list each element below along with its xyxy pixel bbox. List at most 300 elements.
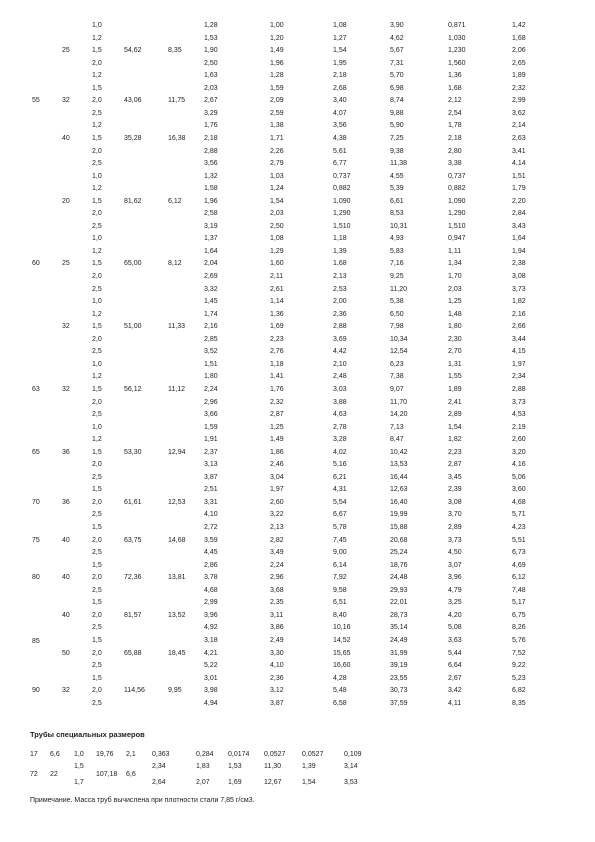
cell-wall-thickness: 1,0	[92, 298, 102, 306]
cell-wall-thickness: 1,5	[92, 197, 102, 205]
cell-value: 1,45	[204, 298, 218, 306]
cell-value: 5,51	[512, 536, 526, 544]
cell-value: 2,99	[204, 599, 218, 607]
cell-value: 2,10	[333, 360, 347, 368]
cell-value: 5,71	[512, 511, 526, 519]
cell-value: 3,43	[512, 222, 526, 230]
cell-wall-thickness: 1,2	[92, 247, 102, 255]
cell-value: 4,15	[512, 348, 526, 356]
cell-wall-thickness: 2,5	[92, 285, 102, 293]
cell-wall-thickness: 2,0	[92, 461, 102, 469]
cell-value: 8,53	[390, 210, 404, 218]
cell-value: 19,99	[390, 511, 408, 519]
cell-value: 4,92	[204, 624, 218, 632]
cell-value: 3,78	[204, 574, 218, 582]
cell-value: 4,10	[270, 662, 284, 670]
cell-value: 1,24	[270, 185, 284, 193]
special-cell: 3,14	[344, 763, 358, 770]
cell-value: 2,30	[448, 335, 462, 343]
cell-wall-thickness: 2,0	[92, 498, 102, 506]
cell-value: 7,45	[333, 536, 347, 544]
cell-value: 12,54	[390, 348, 408, 356]
cell-value: 1,97	[270, 486, 284, 494]
cell-value: 4,02	[333, 448, 347, 456]
cell-value: 3,12	[270, 687, 284, 695]
cell-value: 1,54	[333, 47, 347, 55]
cell-wall-thickness: 1,5	[92, 486, 102, 494]
cell-outer-diameter: 60	[32, 260, 40, 268]
special-cell: 1,5	[74, 763, 84, 770]
cell-value: 2,16	[512, 310, 526, 318]
cell-value: 6,23	[390, 360, 404, 368]
cell-value: 1,00	[270, 22, 284, 29]
cell-value: 6,21	[333, 473, 347, 481]
cell-value: 2,50	[204, 59, 218, 67]
cell-value: 1,90	[204, 47, 218, 55]
cell-value: 1,510	[448, 222, 466, 230]
cell-value: 2,03	[204, 84, 218, 92]
cell-value: 1,60	[270, 260, 284, 268]
special-cell: 2,34	[152, 763, 166, 770]
cell-value: 2,85	[204, 335, 218, 343]
cell-value: 24,49	[390, 636, 408, 644]
cell-wall-thickness: 1,2	[92, 310, 102, 318]
cell-value: 2,80	[448, 147, 462, 155]
cell-wall-thickness: 1,0	[92, 423, 102, 431]
cell-value: 2,66	[512, 323, 526, 331]
cell-value: 1,49	[270, 47, 284, 55]
cell-value: 11,38	[390, 160, 407, 168]
cell-value: 3,63	[448, 636, 462, 644]
cell-value: 1,08	[333, 22, 347, 29]
cell-wall-thickness: 1,5	[92, 84, 102, 92]
cell-value: 2,39	[448, 486, 462, 494]
cell-value: 1,68	[448, 84, 462, 92]
cell-value: 3,96	[448, 574, 462, 582]
cell-value: 2,24	[204, 385, 218, 393]
cell-value: 7,31	[390, 59, 404, 67]
cell-value: 3,07	[448, 561, 462, 569]
cell-value: 8,74	[390, 97, 404, 105]
cell-value: 3,18	[204, 636, 218, 644]
cell-value: 11,70	[390, 398, 407, 406]
cell-param: 13,81	[168, 574, 186, 582]
cell-value: 2,03	[270, 210, 284, 218]
cell-value: 5,90	[390, 122, 404, 130]
cell-value: 2,70	[448, 348, 462, 356]
cell-value: 5,83	[390, 247, 404, 255]
cell-wall-thickness: 2,0	[92, 536, 102, 544]
cell-value: 1,37	[204, 235, 218, 243]
special-cell: 17	[30, 751, 38, 758]
cell-value: 1,71	[270, 134, 284, 142]
cell-wall-thickness: 1,0	[92, 22, 102, 29]
cell-value: 9,07	[390, 385, 404, 393]
cell-value: 3,19	[204, 222, 218, 230]
cell-value: 1,32	[204, 172, 218, 180]
cell-value: 7,98	[390, 323, 404, 331]
cell-value: 2,04	[204, 260, 218, 268]
cell-value: 16,60	[333, 662, 351, 670]
cell-value: 1,36	[448, 72, 462, 80]
cell-value: 3,56	[333, 122, 347, 130]
cell-wall-thickness: 2,5	[92, 549, 102, 557]
special-cell: 0,0527	[302, 751, 324, 758]
cell-value: 3,11	[270, 611, 284, 619]
cell-value: 4,45	[204, 549, 218, 557]
cell-value: 8,35	[512, 699, 526, 707]
cell-value: 1,31	[448, 360, 462, 368]
cell-value: 18,76	[390, 561, 408, 569]
cell-value: 6,58	[333, 699, 347, 707]
special-cell: 3,53	[344, 779, 358, 786]
cell-value: 25,24	[390, 549, 408, 557]
special-cell: 107,18	[96, 771, 118, 778]
cell-wall-thickness: 2,0	[92, 97, 102, 105]
cell-value: 5,08	[448, 624, 462, 632]
cell-value: 6,67	[333, 511, 347, 519]
table-note: Примечание. Масса труб вычислена при плотности стали 7,85 г/см3.	[30, 797, 255, 804]
cell-outer-diameter: 70	[32, 498, 40, 506]
cell-value: 1,39	[333, 247, 347, 255]
cell-value: 1,03	[270, 172, 284, 180]
cell-value: 3,56	[204, 160, 218, 168]
cell-value: 1,59	[270, 84, 284, 92]
cell-value: 1,64	[204, 247, 218, 255]
cell-value: 2,13	[333, 273, 347, 280]
cell-value: 2,50	[270, 222, 284, 230]
cell-value: 1,08	[270, 235, 284, 243]
cell-value: 4,11	[448, 699, 462, 707]
special-cell: 1,83	[196, 763, 210, 770]
cell-value: 3,73	[512, 398, 526, 406]
cell-value: 3,29	[204, 109, 218, 117]
cell-value: 1,96	[204, 197, 218, 205]
cell-value: 2,86	[204, 561, 218, 569]
cell-value: 2,03	[448, 285, 462, 293]
cell-value: 1,41	[270, 373, 284, 381]
cell-value: 9,00	[333, 549, 347, 557]
cell-param: 11,12	[168, 385, 185, 393]
cell-value: 2,58	[204, 210, 218, 218]
cell-value: 5,38	[390, 298, 404, 306]
cell-side: 25	[62, 260, 70, 268]
cell-value: 2,06	[512, 47, 526, 55]
cell-value: 4,94	[204, 699, 218, 707]
cell-value: 2,36	[333, 310, 347, 318]
cell-value: 1,14	[270, 298, 284, 306]
cell-value: 2,32	[512, 84, 526, 92]
cell-value: 31,99	[390, 649, 408, 657]
cell-wall-thickness: 2,5	[92, 109, 102, 117]
cell-wall-thickness: 1,0	[92, 360, 102, 368]
cell-value: 3,59	[204, 536, 218, 544]
cell-value: 3,01	[204, 674, 218, 682]
cell-value: 2,68	[333, 84, 347, 92]
cell-value: 1,97	[512, 360, 526, 368]
cell-value: 2,59	[270, 109, 284, 117]
cell-value: 2,88	[204, 147, 218, 155]
special-cell: 19,76	[96, 751, 114, 758]
cell-value: 6,77	[333, 160, 347, 168]
cell-value: 1,69	[270, 323, 284, 331]
cell-value: 5,16	[333, 461, 347, 469]
cell-value: 1,510	[333, 222, 351, 230]
cell-side: 32	[62, 385, 70, 393]
cell-value: 7,13	[390, 423, 404, 431]
cell-value: 2,18	[448, 134, 462, 142]
cell-value: 4,07	[333, 109, 347, 117]
cell-value: 4,42	[333, 348, 347, 356]
cell-value: 2,32	[270, 398, 284, 406]
cell-wall-thickness: 2,0	[92, 611, 102, 619]
cell-value: 5,44	[448, 649, 462, 657]
cell-ratio: 51,00	[124, 323, 142, 331]
cell-wall-thickness: 1,5	[92, 636, 102, 644]
cell-value: 1,58	[204, 185, 218, 193]
cell-value: 1,94	[512, 247, 526, 255]
cell-param: 12,53	[168, 498, 186, 506]
cell-side: 32	[62, 323, 70, 331]
cell-value: 1,91	[204, 436, 218, 444]
cell-wall-thickness: 2,0	[92, 147, 102, 155]
cell-wall-thickness: 1,2	[92, 34, 102, 42]
cell-value: 5,17	[512, 599, 526, 607]
cell-value: 1,82	[512, 298, 526, 306]
cell-value: 1,090	[448, 197, 466, 205]
cell-value: 29,93	[390, 586, 408, 594]
cell-value: 37,59	[390, 699, 408, 707]
cell-value: 3,45	[448, 473, 462, 481]
cell-wall-thickness: 1,5	[92, 599, 102, 607]
cell-value: 4,31	[333, 486, 347, 494]
cell-value: 1,230	[448, 47, 466, 55]
cell-wall-thickness: 1,5	[92, 134, 102, 142]
cell-side: 40	[62, 134, 70, 142]
cell-value: 1,86	[270, 448, 284, 456]
cell-value: 15,88	[390, 524, 408, 531]
cell-param: 8,12	[168, 260, 182, 268]
cell-value: 1,11	[448, 247, 462, 255]
cell-value: 4,28	[333, 674, 347, 682]
cell-value: 2,24	[270, 561, 284, 569]
cell-value: 5,06	[512, 473, 526, 481]
cell-value: 4,69	[512, 561, 526, 569]
cell-value: 3,87	[270, 699, 284, 707]
cell-value: 0,737	[448, 172, 466, 180]
cell-value: 2,23	[448, 448, 462, 456]
cell-value: 4,68	[204, 586, 218, 594]
cell-side: 50	[62, 649, 70, 657]
cell-param: 9,95	[168, 687, 182, 695]
cell-value: 2,16	[204, 323, 218, 331]
cell-wall-thickness: 1,2	[92, 436, 102, 444]
cell-value: 28,73	[390, 611, 408, 619]
cell-wall-thickness: 1,2	[92, 185, 102, 193]
cell-value: 1,70	[448, 273, 462, 280]
cell-param: 6,12	[168, 197, 182, 205]
cell-value: 3,42	[448, 687, 462, 695]
cell-value: 8,47	[390, 436, 404, 444]
cell-value: 4,14	[512, 160, 526, 168]
cell-side: 32	[62, 687, 70, 695]
cell-value: 3,28	[333, 436, 347, 444]
cell-wall-thickness: 2,0	[92, 210, 102, 218]
cell-value: 3,68	[270, 586, 284, 594]
cell-value: 1,20	[270, 34, 284, 42]
cell-value: 6,75	[512, 611, 526, 619]
cell-value: 3,88	[333, 398, 347, 406]
cell-value: 22,01	[390, 599, 408, 607]
cell-value: 2,72	[204, 524, 218, 531]
cell-wall-thickness: 2,5	[92, 411, 102, 419]
cell-value: 1,560	[448, 59, 466, 67]
cell-wall-thickness: 1,5	[92, 47, 102, 55]
cell-value: 10,42	[390, 448, 408, 456]
cell-outer-diameter: 63	[32, 385, 40, 393]
cell-value: 1,80	[204, 373, 218, 381]
special-cell: 0,284	[196, 751, 214, 758]
cell-value: 7,92	[333, 574, 347, 582]
cell-side: 40	[62, 536, 70, 544]
cell-wall-thickness: 1,0	[92, 172, 102, 180]
cell-ratio: 61,61	[124, 498, 142, 506]
special-cell: 22	[50, 771, 58, 778]
special-cell: 0,0174	[228, 751, 250, 758]
cell-value: 2,63	[512, 134, 526, 142]
cell-value: 1,18	[333, 235, 347, 243]
cell-ratio: 114,56	[124, 687, 145, 695]
cell-value: 3,03	[333, 385, 347, 393]
cell-value: 1,49	[270, 436, 284, 444]
cell-value: 9,22	[512, 662, 526, 670]
special-cell: 0,363	[152, 751, 170, 758]
cell-value: 2,60	[512, 436, 526, 444]
special-cell: 2,64	[152, 779, 166, 786]
cell-value: 1,95	[333, 59, 347, 67]
cell-wall-thickness: 1,0	[92, 235, 102, 243]
cell-wall-thickness: 2,5	[92, 699, 102, 707]
cell-value: 1,59	[204, 423, 218, 431]
cell-value: 8,40	[333, 611, 347, 619]
cell-value: 4,38	[333, 134, 347, 142]
special-cell: 1,54	[302, 779, 316, 786]
cell-side: 40	[62, 611, 70, 619]
cell-value: 1,48	[448, 310, 462, 318]
cell-value: 2,34	[512, 373, 526, 381]
cell-value: 4,23	[512, 524, 526, 531]
cell-value: 1,64	[512, 235, 526, 243]
cell-value: 2,79	[270, 160, 284, 168]
cell-wall-thickness: 2,0	[92, 574, 102, 582]
special-cell: 0,109	[344, 751, 362, 758]
cell-value: 2,41	[448, 398, 462, 406]
cell-value: 2,89	[448, 524, 462, 531]
cell-ratio: 54,62	[124, 47, 142, 55]
cell-value: 2,49	[270, 636, 284, 644]
cell-value: 2,26	[270, 147, 284, 155]
cell-value: 2,67	[204, 97, 218, 105]
cell-value: 2,12	[448, 97, 462, 105]
cell-param: 12,94	[168, 448, 186, 456]
cell-value: 3,41	[512, 147, 526, 155]
cell-value: 1,28	[204, 22, 218, 29]
cell-wall-thickness: 2,0	[92, 649, 102, 657]
special-cell: 6,6	[50, 751, 60, 758]
cell-value: 7,48	[512, 586, 526, 594]
cell-wall-thickness: 2,0	[92, 59, 102, 67]
cell-ratio: 53,30	[124, 448, 142, 456]
cell-outer-diameter: 80	[32, 574, 40, 582]
cell-value: 1,80	[448, 323, 462, 331]
cell-param: 13,52	[168, 611, 186, 619]
cell-value: 2,65	[512, 59, 526, 67]
cell-value: 1,290	[448, 210, 466, 218]
cell-value: 5,61	[333, 147, 347, 155]
cell-value: 4,21	[204, 649, 218, 657]
cell-value: 3,90	[390, 22, 404, 29]
cell-value: 3,32	[204, 285, 218, 293]
cell-wall-thickness: 2,5	[92, 160, 102, 168]
cell-wall-thickness: 2,5	[92, 348, 102, 356]
cell-value: 1,25	[448, 298, 462, 306]
cell-value: 8,26	[512, 624, 526, 632]
cell-value: 35,14	[390, 624, 408, 632]
cell-ratio: 43,06	[124, 97, 142, 105]
cell-ratio: 65,00	[124, 260, 142, 268]
cell-value: 1,28	[270, 72, 284, 80]
cell-ratio: 65,88	[124, 649, 142, 657]
cell-value: 3,73	[512, 285, 526, 293]
cell-wall-thickness: 2,0	[92, 335, 102, 343]
cell-value: 1,27	[333, 34, 347, 42]
cell-value: 7,25	[390, 134, 404, 142]
cell-value: 3,66	[204, 411, 218, 419]
cell-value: 2,96	[270, 574, 284, 582]
special-cell: 2,1	[126, 751, 136, 758]
special-cell: 1,0	[74, 751, 84, 758]
cell-value: 6,14	[333, 561, 347, 569]
cell-value: 2,89	[448, 411, 462, 419]
cell-value: 2,82	[270, 536, 284, 544]
cell-value: 3,40	[333, 97, 347, 105]
special-cell: 1,69	[228, 779, 242, 786]
cell-value: 5,48	[333, 687, 347, 695]
cell-value: 2,88	[512, 385, 526, 393]
cell-value: 3,60	[512, 486, 526, 494]
cell-value: 1,290	[333, 210, 351, 218]
cell-value: 2,38	[512, 260, 526, 268]
cell-outer-diameter: 55	[32, 97, 40, 105]
cell-value: 0,737	[333, 172, 351, 180]
cell-wall-thickness: 1,5	[92, 448, 102, 456]
cell-value: 5,78	[333, 524, 347, 531]
cell-value: 3,13	[204, 461, 218, 469]
cell-value: 2,09	[270, 97, 284, 105]
cell-wall-thickness: 1,5	[92, 260, 102, 268]
cell-value: 10,34	[390, 335, 408, 343]
cell-value: 1,36	[270, 310, 284, 318]
cell-value: 3,52	[204, 348, 218, 356]
cell-value: 1,54	[270, 197, 284, 205]
cell-value: 1,51	[204, 360, 218, 368]
cell-ratio: 72,36	[124, 574, 142, 582]
cell-value: 9,38	[390, 147, 404, 155]
cell-value: 2,37	[204, 448, 218, 456]
cell-value: 4,63	[333, 411, 347, 419]
special-cell: 6,6	[126, 771, 136, 778]
cell-value: 2,00	[333, 298, 347, 306]
